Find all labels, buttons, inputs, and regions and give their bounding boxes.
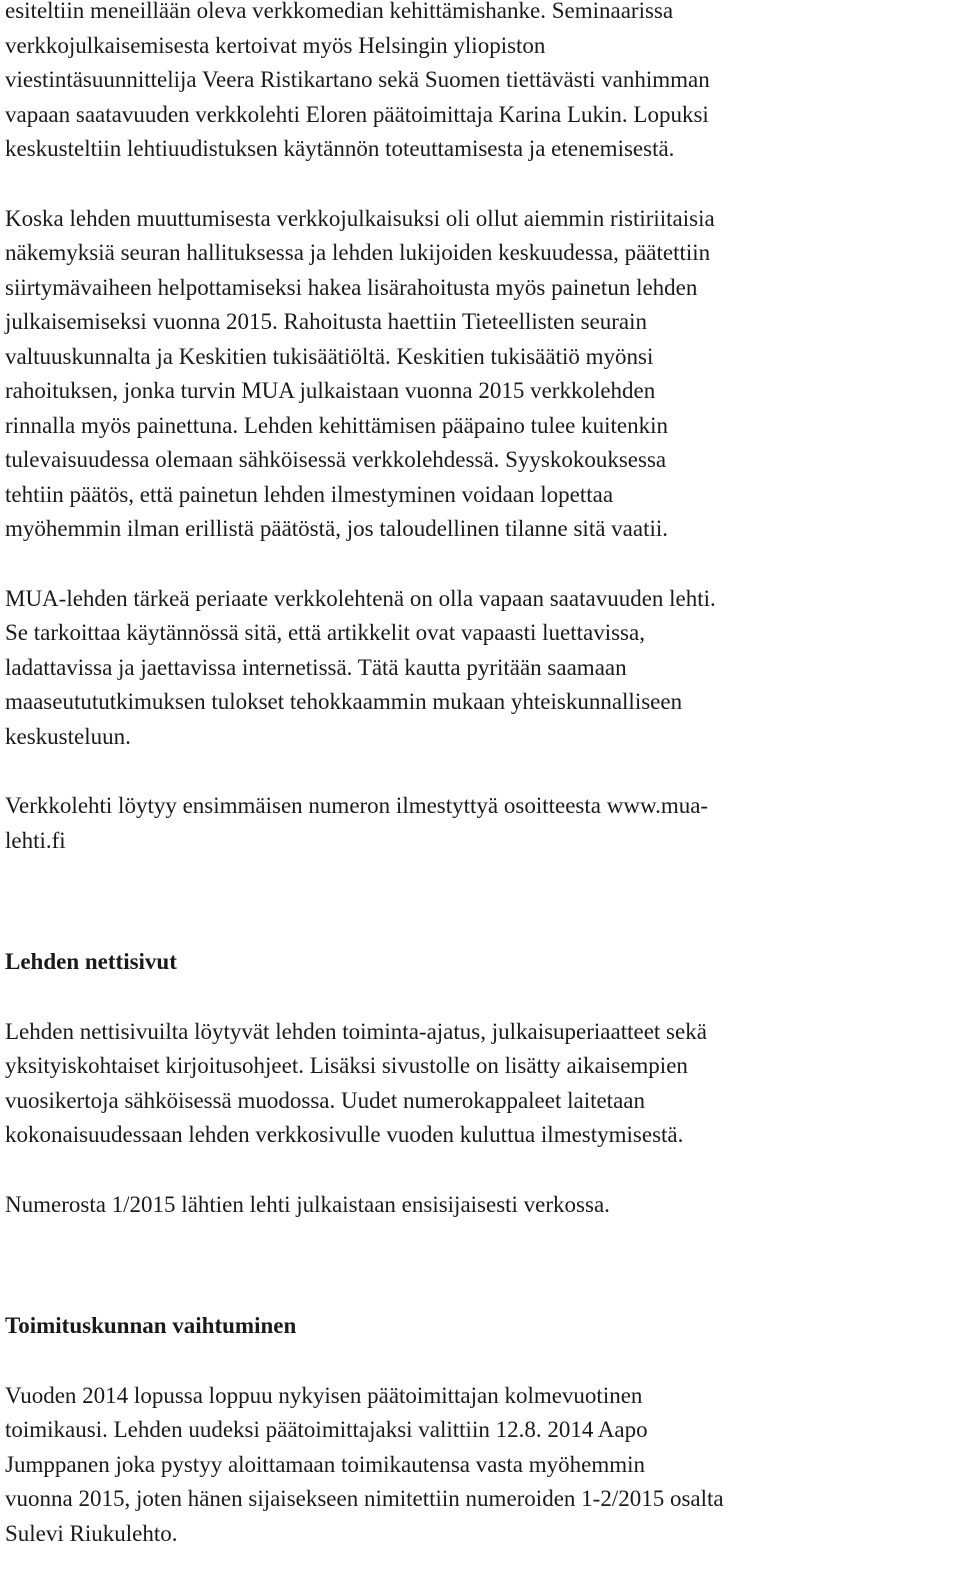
text-line: vuosikertoja sähköisessä muodossa. Uudet numerokappaleet laitetaan — [5, 1087, 645, 1113]
paragraph-funding — [5, 202, 955, 547]
text-line: Vuoden 2014 lopussa loppuu nykyisen päätoimittajan kolmevuotinen — [5, 1382, 643, 1408]
paragraph-open-access — [5, 582, 955, 755]
text-line: Se tarkoittaa käytännössä sitä, että artikkelit ovat vapaasti luettavissa, — [5, 620, 645, 645]
text-line: Lehden nettisivuilta löytyvät lehden toiminta-ajatus, julkaisuperiaatteet sekä — [5, 1018, 707, 1044]
text-line: keskusteltiin lehtiuudistuksen käytännön toteuttamisesta ja etenemisestä. — [5, 136, 675, 161]
text-line: lehti.fi — [5, 827, 66, 853]
text-line: rinnalla myös painettuna. Lehden kehittämisen pääpaino tulee kuitenkin — [5, 412, 668, 438]
text-line: kokonaisuudessaan lehden verkkosivulle vuoden kuluttua ilmestymisestä. — [5, 1122, 684, 1147]
text-line: myöhemmin ilman erillistä päätöstä, jos taloudellinen tilanne sitä vaatii. — [5, 516, 669, 541]
text-line: valtuuskunnalta ja Keskitien tukisäätiöltä. Keskitien tukisäätiö myönsi — [5, 343, 654, 369]
document-page — [5, 0, 955, 1586]
paragraph-editor-term — [5, 1379, 955, 1552]
text-line: Jumppanen joka pystyy aloittamaan toimikautensa vasta myöhemmin — [5, 1451, 646, 1477]
text-line: vuonna 2015, joten hänen sijaisekseen nimitettiin numeroiden 1-2/2015 osalta — [5, 1486, 724, 1511]
text-line: verkkojulkaisemisesta kertoivat myös Helsingin yliopiston — [5, 32, 546, 58]
paragraph-web-address — [5, 789, 955, 858]
text-line: viestintäsuunnittelija Veera Ristikartano sekä Suomen tiettävästi vanhimman — [5, 67, 710, 92]
section-heading-website: Lehden nettisivut — [5, 949, 177, 974]
text-line: siirtymävaiheen helpottamiseksi hakea lisärahoitusta myös painetun lehden — [5, 274, 698, 300]
text-line: toimikausi. Lehden uudeksi päätoimittajaksi valittiin 12.8. 2014 Aapo — [5, 1417, 648, 1442]
paragraph-seminar — [5, 0, 955, 167]
text-line: MUA-lehden tärkeä periaate verkkolehtenä on olla vapaan saatavuuden lehti. — [5, 585, 716, 611]
paragraph-website-content — [5, 1015, 955, 1153]
text-line: tulevaisuudessa olemaan sähköisessä verkkolehdessä. Syyskokouksessa — [5, 447, 667, 472]
text-line: julkaisemiseksi vuonna 2015. Rahoitusta haettiin Tieteellisten seurain — [5, 309, 648, 334]
text-line: Numerosta 1/2015 lähtien lehti julkaistaan ensisijaisesti verkossa. — [5, 1191, 610, 1217]
text-line: Verkkolehti löytyy ensimmäisen numeron ilmestyttyä osoitteesta www.mua- — [5, 793, 709, 818]
text-line: maaseutututkimuksen tulokset tehokkaammin mukaan yhteiskunnalliseen — [5, 689, 683, 714]
text-line: näkemyksiä seuran hallituksessa ja lehden lukijoiden keskuudessa, päätettiin — [5, 240, 711, 265]
text-line: keskusteluun. — [5, 723, 131, 749]
text-line: rahoituksen, jonka turvin MUA julkaistaan vuonna 2015 verkkolehden — [5, 378, 656, 403]
paragraph-online-first — [5, 1188, 955, 1223]
text-line: Koska lehden muuttumisesta verkkojulkaisuksi oli ollut aiemmin ristiriitaisia — [5, 205, 715, 231]
text-line: ladattavissa ja jaettavissa internetissä. Tätä kautta pyritään saamaan — [5, 654, 627, 680]
text-line: Sulevi Riukulehto. — [5, 1520, 178, 1546]
text-line: vapaan saatavuuden verkkolehti Eloren päätoimittaja Karina Lukin. Lopuksi — [5, 101, 709, 127]
text-line: tehtiin päätös, että painetun lehden ilmestyminen voidaan lopettaa — [5, 481, 614, 507]
section-heading-editorial-change: Toimituskunnan vaihtuminen — [5, 1313, 297, 1338]
text-line: yksityiskohtaiset kirjoitusohjeet. Lisäksi sivustolle on lisätty aikaisempien — [5, 1053, 688, 1078]
text-line: esiteltiin meneillään oleva verkkomedian kehittämishanke. Seminaarissa — [5, 0, 674, 23]
